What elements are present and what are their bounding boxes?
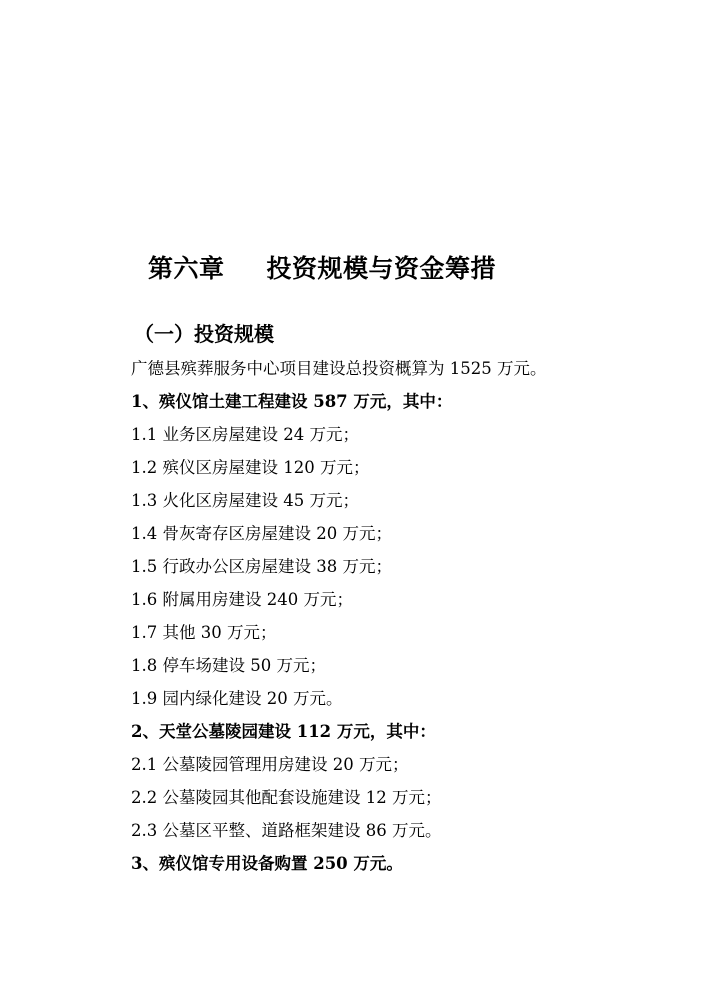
list-item: 1、殡仪馆土建工程建设 587 万元，其中：	[131, 392, 453, 411]
section-title: （一）投资规模	[134, 322, 274, 346]
chapter-heading: 投资规模与资金筹措	[266, 254, 497, 283]
list-item: 2、天堂公墓陵园建设 112 万元，其中：	[131, 722, 436, 741]
list-item: 1.2 殡仪区房屋建设 120 万元；	[131, 458, 370, 477]
chapter-title	[148, 251, 496, 287]
list-item: 1.4 骨灰寄存区房屋建设 20 万元；	[131, 524, 392, 543]
chapter-number: 第六章	[148, 254, 225, 283]
list-item: 2.3 公墓区平整、道路框架建设 86 万元。	[131, 821, 442, 840]
list-item: 1.8 停车场建设 50 万元；	[131, 656, 326, 675]
list-item: 1.5 行政办公区房屋建设 38 万元；	[131, 557, 392, 576]
investment-list	[131, 352, 546, 880]
list-item: 2.1 公墓陵园管理用房建设 20 万元；	[131, 755, 409, 774]
list-item: 1.1 业务区房屋建设 24 万元；	[131, 425, 359, 444]
list-item: 广德县殡葬服务中心项目建设总投资概算为 1525 万元。	[131, 359, 547, 378]
list-item: 3、殡仪馆专用设备购置 250 万元。	[131, 854, 403, 873]
list-item: 2.2 公墓陵园其他配套设施建设 12 万元；	[131, 788, 442, 807]
list-item: 1.7 其他 30 万元；	[131, 623, 277, 642]
list-item: 1.6 附属用房建设 240 万元；	[131, 590, 353, 609]
list-item: 1.3 火化区房屋建设 45 万元；	[131, 491, 359, 510]
list-item: 1.9 园内绿化建设 20 万元。	[131, 689, 343, 708]
